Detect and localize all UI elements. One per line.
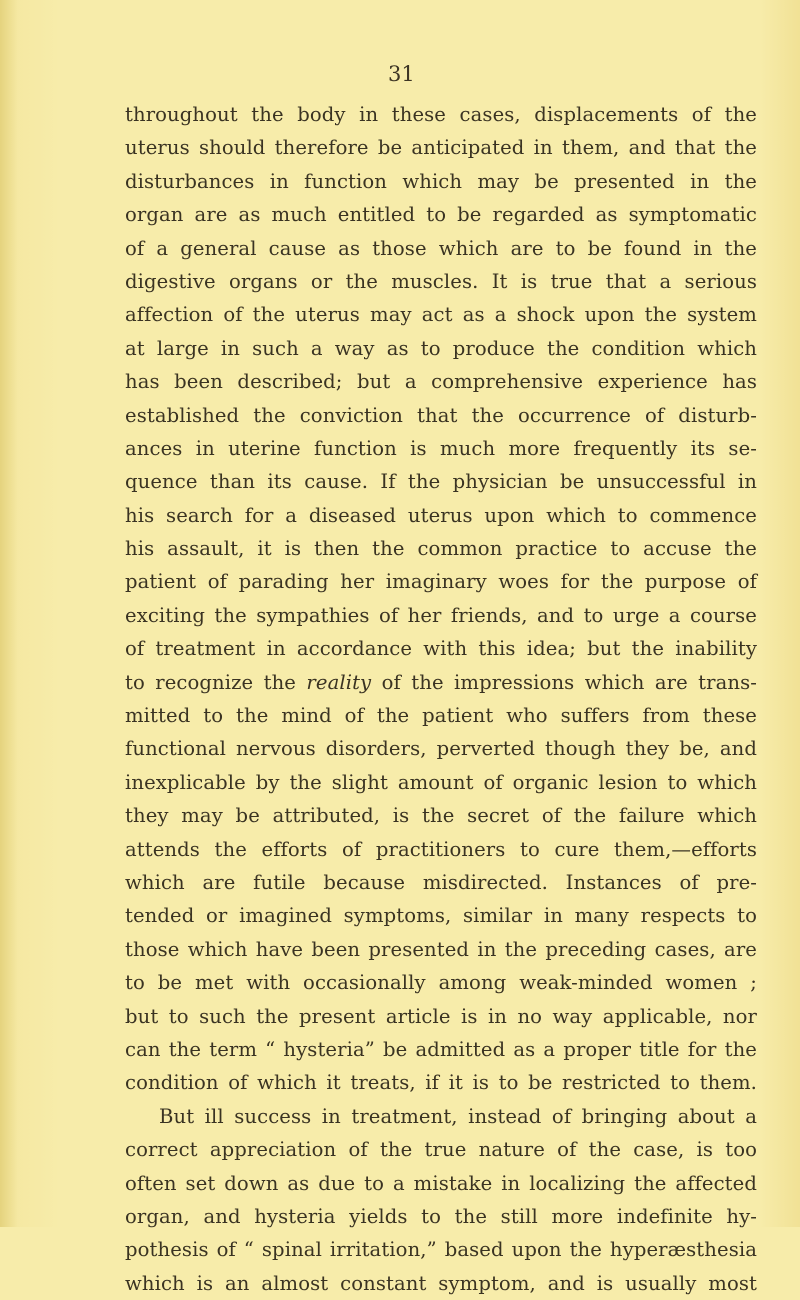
text-line: throughout the body in these cases, displacements of the bbox=[125, 103, 757, 126]
text-line: But ill success in treatment, instead of bringing about a bbox=[159, 1104, 757, 1128]
text-line: can the term “ hysteria” be admitted as a proper title for the bbox=[125, 1037, 757, 1061]
text-line: digestive organs or the muscles. It is true that a serious bbox=[125, 269, 757, 293]
text-segment: to recognize the bbox=[125, 670, 297, 694]
text-line: those which have been presented in the preceding cases, are bbox=[125, 937, 757, 961]
text-line: of a general cause as those which are to be found in the bbox=[125, 236, 757, 260]
italic-word: reality bbox=[306, 670, 372, 694]
text-line: uterus should therefore be anticipated in them, and that the bbox=[125, 136, 757, 160]
text-line: established the conviction that the occurrence of disturb- bbox=[125, 403, 757, 427]
text-line: attends the efforts of practitioners to cure them,—efforts bbox=[125, 837, 757, 861]
text-line: disturbances in function which may be presented in the bbox=[125, 169, 757, 193]
text-line: quence than its cause. If the physician be unsuccessful in bbox=[125, 470, 757, 494]
text-segment: of the impressions which are trans- bbox=[381, 670, 757, 694]
page-number: 31 bbox=[388, 62, 415, 86]
text-line: has been described; but a comprehensive experience has bbox=[125, 370, 757, 394]
text-line: pothesis of “ spinal irritation,” based upon the hyperæsthesia bbox=[125, 1238, 757, 1262]
text-line: organ, and hysteria yields to the still more indefinite hy- bbox=[125, 1204, 757, 1228]
text-line: inexplicable by the slight amount of organic lesion to which bbox=[125, 770, 757, 794]
text-line: often set down as due to a mistake in localizing the affected bbox=[125, 1171, 757, 1195]
text-line: which are futile because misdirected. Instances of pre- bbox=[125, 870, 757, 894]
text-line: tended or imagined symptoms, similar in many respects to bbox=[125, 904, 757, 928]
text-line: correct appreciation of the true nature of the case, is too bbox=[125, 1138, 757, 1162]
text-line: but to such the present article is in no way applicable, nor bbox=[125, 1004, 757, 1028]
text-line: ances in uterine function is much more frequently its se- bbox=[125, 436, 757, 460]
text-line: which is an almost constant symptom, and is usually most bbox=[125, 1271, 757, 1295]
text-line: at large in such a way as to produce the condition which bbox=[125, 336, 757, 360]
text-line: patient of parading her imaginary woes for the purpose of bbox=[125, 570, 757, 594]
text-line: exciting the sympathies of her friends, and to urge a course bbox=[125, 603, 757, 627]
text-line: organ are as much entitled to be regarded as symptomatic bbox=[125, 203, 757, 227]
text-line: condition of which it treats, if it is to be restricted to them. bbox=[125, 1071, 757, 1095]
text-line: his assault, it is then the common practice to accuse the bbox=[125, 537, 757, 561]
text-line-with-italic bbox=[125, 666, 757, 699]
text-line: affection of the uterus may act as a shock upon the system bbox=[125, 303, 757, 327]
text-line: his search for a diseased uterus upon which to commence bbox=[125, 503, 757, 527]
body-text bbox=[125, 98, 757, 1300]
text-line: mitted to the mind of the patient who suffers from these bbox=[125, 704, 757, 728]
text-line: they may be attributed, is the secret of the failure which bbox=[125, 804, 757, 828]
text-line: functional nervous disorders, perverted though they be, and bbox=[125, 737, 757, 761]
text-line: of treatment in accordance with this idea; but the inability bbox=[125, 637, 757, 661]
text-line: to be met with occasionally among weak-minded women ; bbox=[125, 971, 757, 995]
